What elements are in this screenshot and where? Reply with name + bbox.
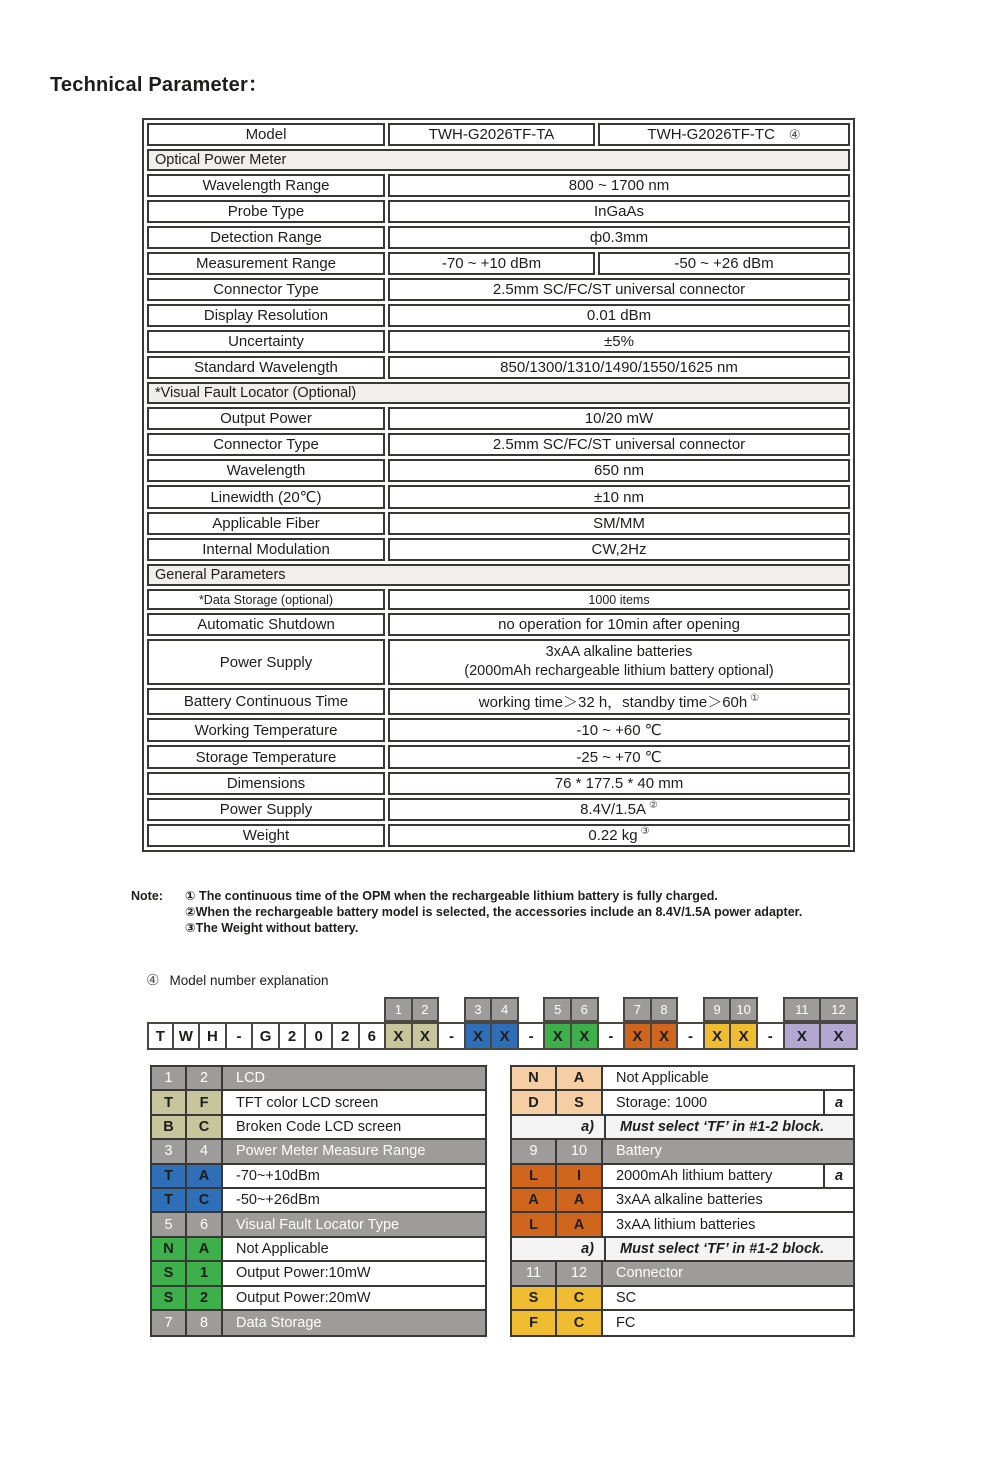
position-tab-4: 4 — [490, 997, 519, 1022]
section-optical-power-meter: Optical Power Meter — [147, 149, 850, 171]
tab-spacer — [251, 997, 280, 1022]
group-title: LCD — [236, 1070, 266, 1087]
tab-spacer — [147, 997, 174, 1022]
row-value: -10 ~ +60 ℃ — [388, 718, 850, 742]
section-visual-fault-locator: *Visual Fault Locator (Optional) — [147, 382, 850, 404]
code-desc: 3xAA alkaline batteries — [616, 1192, 763, 1209]
code-letter: 1 — [187, 1262, 223, 1284]
battery-time-text: working time＞32 h，standby time＞60h — [478, 694, 748, 711]
row-label: Internal Modulation — [147, 538, 385, 561]
code-x-storage: X — [623, 1022, 652, 1050]
row-value: -25 ~ +70 ℃ — [388, 745, 850, 769]
code-x-connector: X — [783, 1022, 822, 1050]
tab-spacer — [198, 997, 227, 1022]
row-label: Dimensions — [147, 772, 385, 795]
code-letter: A — [557, 1189, 603, 1211]
note-label: Note: — [131, 889, 163, 903]
row-value: 850/1300/1310/1490/1550/1625 nm — [388, 356, 850, 379]
table-row — [147, 772, 850, 795]
table-row — [147, 564, 850, 586]
code-letter: N — [152, 1238, 187, 1260]
row-label: Power Supply — [147, 798, 385, 821]
code-letter: D — [512, 1091, 557, 1113]
pos-num: 3 — [152, 1140, 187, 1162]
code-letter: A — [512, 1189, 557, 1211]
code-letter: S — [557, 1091, 603, 1113]
tab-spacer — [358, 997, 387, 1022]
position-number-row — [147, 997, 858, 1022]
row-value — [388, 639, 850, 685]
table-row — [147, 639, 850, 685]
row-label: Probe Type — [147, 200, 385, 223]
page-title: Technical Parameter： — [50, 74, 269, 96]
position-tab-12: 12 — [819, 997, 858, 1022]
code-x-range: X — [464, 1022, 493, 1050]
legend-row — [152, 1165, 485, 1189]
legend-row — [152, 1238, 485, 1262]
spec-table — [142, 118, 855, 852]
row-value: CW,2Hz — [388, 538, 850, 561]
footnote-1-ref: ① — [750, 693, 760, 704]
code-desc: Not Applicable — [616, 1070, 709, 1087]
row-label: *Data Storage (optional) — [147, 589, 385, 610]
code-dash: - — [517, 1022, 546, 1050]
row-value: ±5% — [388, 330, 850, 353]
code-letter: F — [187, 1091, 223, 1113]
row-value-a: -70 ~ +10 dBm — [388, 252, 595, 275]
tab-spacer — [517, 997, 546, 1022]
code-letter: S — [152, 1262, 187, 1284]
row-label: Standard Wavelength — [147, 356, 385, 379]
code-x-lcd: X — [411, 1022, 440, 1050]
code-desc: SC — [616, 1289, 637, 1306]
table-row — [147, 538, 850, 561]
code-letter: B — [152, 1116, 187, 1138]
row-value — [388, 798, 850, 821]
code-letter: A — [187, 1165, 223, 1187]
position-tab-7: 7 — [623, 997, 652, 1022]
row-value: InGaAs — [388, 200, 850, 223]
legend-row — [152, 1262, 485, 1286]
tab-spacer — [278, 997, 307, 1022]
code-letter: C — [557, 1287, 603, 1309]
pos-num: 12 — [557, 1262, 603, 1284]
table-row — [147, 252, 850, 275]
code-x-storage: X — [650, 1022, 679, 1050]
tab-spacer — [597, 997, 626, 1022]
row-value: 1000 items — [388, 589, 850, 610]
legend-row — [152, 1091, 485, 1115]
row-label: Display Resolution — [147, 304, 385, 327]
footnote-2-ref: ② — [648, 800, 658, 811]
pos-num: 11 — [512, 1262, 557, 1284]
legend-row — [152, 1116, 485, 1140]
code-char: 6 — [358, 1022, 387, 1050]
row-value: 2.5mm SC/FC/ST universal connector — [388, 433, 850, 456]
row-value — [388, 688, 850, 715]
code-letter: T — [152, 1165, 187, 1187]
table-row — [147, 798, 850, 821]
code-desc: Broken Code LCD screen — [236, 1118, 402, 1135]
power-supply-line2: (2000mAh rechargeable lithium battery optional) — [464, 663, 774, 679]
legend-row — [512, 1311, 853, 1335]
legend-header-battery — [512, 1140, 853, 1164]
tab-spacer — [172, 997, 201, 1022]
row-label: Connector Type — [147, 278, 385, 301]
legend-header-vfl-type — [152, 1213, 485, 1237]
row-value: ф0.3mm — [388, 226, 850, 249]
table-row — [147, 613, 850, 636]
row-value: 76 * 177.5 * 40 mm — [388, 772, 850, 795]
code-letter: S — [152, 1287, 187, 1309]
row-label: Wavelength — [147, 459, 385, 482]
table-row — [147, 356, 850, 379]
table-row — [147, 688, 850, 715]
code-letter: L — [512, 1213, 557, 1235]
table-row — [147, 745, 850, 769]
code-letter: C — [187, 1116, 223, 1138]
legend-table-left — [150, 1065, 487, 1337]
weight-text: 0.22 kg — [588, 827, 638, 844]
table-row — [147, 123, 850, 146]
row-value: ±10 nm — [388, 485, 850, 509]
row-label: Storage Temperature — [147, 745, 385, 769]
row-label: Applicable Fiber — [147, 512, 385, 535]
code-letter: A — [557, 1067, 603, 1089]
notes-block — [131, 888, 865, 936]
legend-header-connector — [512, 1262, 853, 1286]
code-char: 2 — [278, 1022, 307, 1050]
pos-num: 10 — [557, 1140, 603, 1162]
row-value: 0.01 dBm — [388, 304, 850, 327]
position-tab-6: 6 — [570, 997, 599, 1022]
table-row — [147, 407, 850, 430]
code-letter: L — [512, 1165, 557, 1187]
code-x-vfl: X — [570, 1022, 599, 1050]
model-code-row — [147, 1022, 858, 1050]
pos-num: 8 — [187, 1311, 223, 1335]
row-label: Working Temperature — [147, 718, 385, 742]
table-row — [147, 718, 850, 742]
legend-header-data-storage — [152, 1311, 485, 1335]
code-dash: - — [597, 1022, 626, 1050]
group-title: Battery — [616, 1143, 662, 1160]
code-letter: T — [152, 1091, 187, 1113]
model-explanation-label: Model number explanation — [169, 973, 329, 988]
legend-row — [512, 1165, 853, 1189]
note-line-3: ③The Weight without battery. — [185, 921, 359, 935]
code-char: H — [198, 1022, 227, 1050]
code-dash: - — [225, 1022, 254, 1050]
code-letter: N — [512, 1067, 557, 1089]
legend-footnote-row — [512, 1116, 853, 1140]
row-label: Automatic Shutdown — [147, 613, 385, 636]
tab-spacer — [437, 997, 466, 1022]
pos-num: 7 — [152, 1311, 187, 1335]
circled-4-icon: ④ — [146, 972, 160, 989]
legend-footnote-row — [512, 1238, 853, 1262]
table-row — [147, 304, 850, 327]
code-letter: S — [512, 1287, 557, 1309]
position-tab-8: 8 — [650, 997, 679, 1022]
legend-header-lcd — [152, 1067, 485, 1091]
note-lines — [185, 888, 865, 936]
legend-row — [512, 1189, 853, 1213]
code-letter: 2 — [187, 1287, 223, 1309]
code-char: G — [251, 1022, 280, 1050]
code-letter: C — [187, 1189, 223, 1211]
power-supply-line1: 3xAA alkaline batteries — [545, 644, 693, 660]
code-desc: 2000mAh lithium battery — [616, 1167, 773, 1184]
code-desc: Not Applicable — [236, 1240, 329, 1257]
footnote-a-text: Must select ‘TF’ in #1-2 block. — [620, 1240, 825, 1257]
tab-spacer — [756, 997, 785, 1022]
row-label: Detection Range — [147, 226, 385, 249]
table-row — [147, 278, 850, 301]
tab-spacer — [304, 997, 333, 1022]
code-x-vfl: X — [543, 1022, 572, 1050]
row-value: 800 ~ 1700 nm — [388, 174, 850, 197]
group-title: Connector — [616, 1265, 683, 1282]
row-value: no operation for 10min after opening — [388, 613, 850, 636]
code-desc: Output Power:10mW — [236, 1265, 371, 1282]
row-label: Output Power — [147, 407, 385, 430]
position-tab-2: 2 — [411, 997, 440, 1022]
code-desc: 3xAA lithium batteries — [616, 1216, 756, 1233]
row-label: Uncertainty — [147, 330, 385, 353]
table-row — [147, 459, 850, 482]
row-value: SM/MM — [388, 512, 850, 535]
code-letter: F — [512, 1311, 557, 1335]
code-x-battery: X — [729, 1022, 758, 1050]
table-row — [147, 330, 850, 353]
model-code-diagram — [147, 997, 858, 1050]
pos-num: 1 — [152, 1067, 187, 1089]
row-value: 650 nm — [388, 459, 850, 482]
row-label: Wavelength Range — [147, 174, 385, 197]
circled-4-ref: ④ — [788, 127, 801, 142]
row-label: Measurement Range — [147, 252, 385, 275]
legend-row — [512, 1067, 853, 1091]
footnote-a-label: a) — [512, 1238, 606, 1260]
row-value: 2.5mm SC/FC/ST universal connector — [388, 278, 850, 301]
position-tab-11: 11 — [783, 997, 822, 1022]
model-b-value — [598, 123, 850, 146]
code-desc: Output Power:20mW — [236, 1289, 371, 1306]
table-row — [147, 589, 850, 610]
note-line-2: ②When the rechargeable battery model is selected, the accessories include an 8.4V/1.5A power adapter. — [185, 905, 803, 919]
code-dash: - — [437, 1022, 466, 1050]
code-letter: A — [557, 1213, 603, 1235]
footnote-a-label: a) — [512, 1116, 606, 1138]
table-row — [147, 174, 850, 197]
code-desc: FC — [616, 1315, 636, 1332]
row-label: Connector Type — [147, 433, 385, 456]
model-b-text: TWH-G2026TF-TC — [647, 126, 775, 143]
power-adapter-text: 8.4V/1.5A — [580, 801, 646, 818]
group-title: Data Storage — [236, 1315, 322, 1332]
group-title: Power Meter Measure Range — [236, 1143, 426, 1160]
table-row — [147, 149, 850, 171]
note-line-1: ① The continuous time of the OPM when the rechargeable lithium battery is fully charged. — [185, 889, 718, 903]
code-dash: - — [756, 1022, 785, 1050]
code-desc: Storage: 1000 — [616, 1094, 708, 1111]
table-row — [147, 433, 850, 456]
footnote-a-cell: a — [823, 1165, 853, 1187]
code-x-range: X — [490, 1022, 519, 1050]
footnote-a-cell: a — [823, 1091, 853, 1113]
code-letter: T — [152, 1189, 187, 1211]
table-row — [147, 382, 850, 404]
position-tab-9: 9 — [703, 997, 732, 1022]
table-row — [147, 512, 850, 535]
code-x-connector: X — [819, 1022, 858, 1050]
pos-num: 5 — [152, 1213, 187, 1235]
pos-num: 4 — [187, 1140, 223, 1162]
pos-num: 9 — [512, 1140, 557, 1162]
table-row — [147, 200, 850, 223]
code-char: 0 — [304, 1022, 333, 1050]
row-label: Battery Continuous Time — [147, 688, 385, 715]
tab-spacer — [331, 997, 360, 1022]
model-a-value: TWH-G2026TF-TA — [388, 123, 595, 146]
table-row — [147, 824, 850, 847]
row-value: 10/20 mW — [388, 407, 850, 430]
section-general-parameters: General Parameters — [147, 564, 850, 586]
pos-num: 2 — [187, 1067, 223, 1089]
model-explanation-heading — [146, 971, 329, 989]
position-tab-1: 1 — [384, 997, 413, 1022]
group-title: Visual Fault Locator Type — [236, 1216, 400, 1233]
tab-spacer — [225, 997, 254, 1022]
position-tab-3: 3 — [464, 997, 493, 1022]
row-value — [388, 824, 850, 847]
legend-row — [512, 1213, 853, 1237]
model-label: Model — [147, 123, 385, 146]
code-x-lcd: X — [384, 1022, 413, 1050]
row-label: Linewidth (20℃) — [147, 485, 385, 509]
row-label: Power Supply — [147, 639, 385, 685]
position-tab-5: 5 — [543, 997, 572, 1022]
code-desc: -70~+10dBm — [236, 1167, 320, 1184]
code-desc: -50~+26dBm — [236, 1192, 320, 1209]
table-row — [147, 485, 850, 509]
pos-num: 6 — [187, 1213, 223, 1235]
code-x-battery: X — [703, 1022, 732, 1050]
legend-row — [512, 1287, 853, 1311]
footnote-a-text: Must select ‘TF’ in #1-2 block. — [620, 1118, 825, 1135]
legend-row — [152, 1189, 485, 1213]
legend-row — [512, 1091, 853, 1115]
code-letter: A — [187, 1238, 223, 1260]
legend-row — [152, 1287, 485, 1311]
footnote-3-ref: ③ — [640, 826, 650, 837]
row-value-b: -50 ~ +26 dBm — [598, 252, 850, 275]
table-row — [147, 226, 850, 249]
legend-table-right — [510, 1065, 855, 1337]
code-desc: TFT color LCD screen — [236, 1094, 379, 1111]
code-letter: I — [557, 1165, 603, 1187]
position-tab-10: 10 — [729, 997, 758, 1022]
code-dash: - — [676, 1022, 705, 1050]
row-label: Weight — [147, 824, 385, 847]
tab-spacer — [676, 997, 705, 1022]
code-letter: C — [557, 1311, 603, 1335]
code-char: W — [172, 1022, 201, 1050]
code-char: T — [147, 1022, 174, 1050]
legend-header-measure-range — [152, 1140, 485, 1164]
code-char: 2 — [331, 1022, 360, 1050]
